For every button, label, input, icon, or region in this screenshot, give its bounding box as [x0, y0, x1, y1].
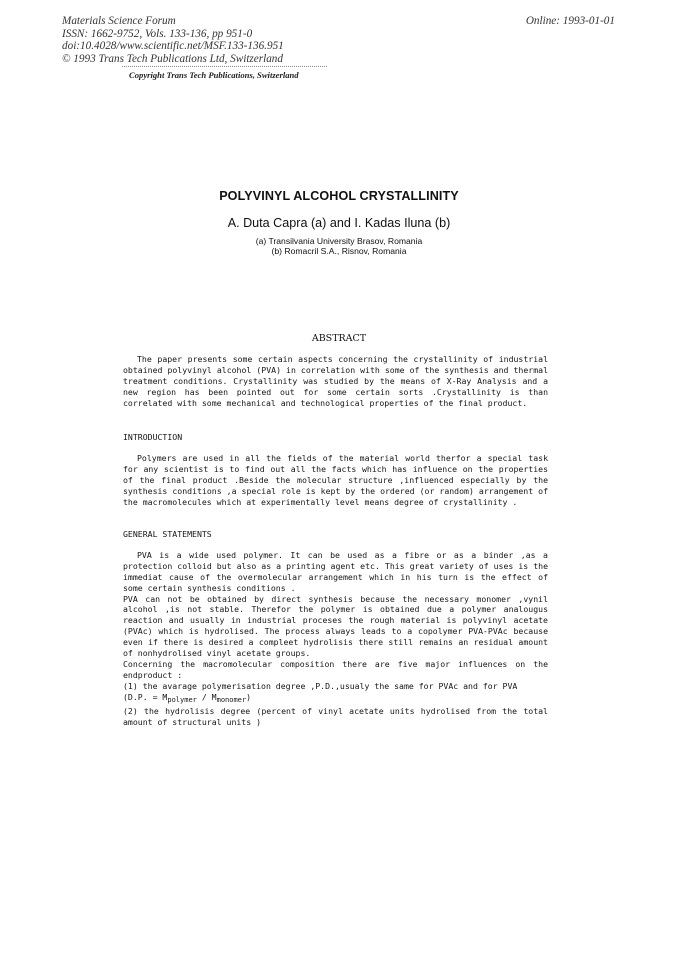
journal-name: Materials Science Forum — [62, 15, 176, 27]
abstract-section — [123, 354, 548, 409]
formula-sub-monomer: monomer — [216, 695, 247, 704]
header-divider — [122, 66, 327, 67]
paper-title: POLYVINYL ALCOHOL CRYSTALLINITY — [219, 189, 459, 203]
doi-line[interactable]: doi:10.4028/www.scientific.net/MSF.133-136.951 — [62, 40, 284, 53]
general-statements-heading: GENERAL STATEMENTS — [123, 529, 212, 539]
abstract-text: The paper presents some certain aspects concerning the crystallinity of industrial obtained polyvinyl alcohol (PVA) in correlation with some of the synthesis and thermal treatment conditions. Crystallinity was studied by the means of X-Ray Analysis and a new region has been pointed out for some certain sorts .Crystallinity is than correlated with some mechanical and technological properties of the final product. — [123, 354, 548, 408]
online-date: Online: 1993-01-01 — [525, 15, 615, 27]
formula-close: ) — [246, 691, 252, 702]
general-paragraph-3: Concerning the macromolecular composition there are five major influences on the endproduct : — [123, 658, 548, 680]
issn-line: ISSN: 1662-9752, Vols. 133-136, pp 951-0 — [62, 27, 253, 40]
general-statements-section — [123, 529, 548, 727]
list-item-2: (2) the hydrolisis degree (percent of vinyl acetate units hydrolised from the total amount of structural units ) — [123, 705, 548, 727]
journal-header — [62, 15, 284, 65]
general-paragraph-2: PVA can not be obtained by direct synthesis because the necessary monomer ,vynil alcohol ,is not stable. Therefor the polymer is obtained due a polymer analougus reaction and usually in industrial proceses the rough material is polyvinyl acetate (PVAc) which is hydrolised. The process always leads to a copolymer PVA-PVAc because even if there is desired a compleet hydrolisis there still remains an residual amount of nonhydrolised vinyl acetate groups. — [123, 593, 548, 659]
formula-slash: / M — [196, 691, 217, 702]
abstract-heading: ABSTRACT — [311, 333, 367, 344]
introduction-heading: INTRODUCTION — [123, 432, 183, 442]
general-paragraph-1: PVA is a wide used polymer. It can be used as a fibre or as a binder ,as a protection colloid but also as a printing agent etc. This great variety of uses is the immediat cause of the overmolecular arrangement which in his turn is the effect of some certain synthesis conditions . — [123, 549, 548, 593]
publisher-copyright: © 1993 Trans Tech Publications Ltd, Switzerland — [62, 52, 283, 65]
list-item-1: (1) the avarage polymerisation degree ,P.D.,usualy the same for PVAc and for PVA — [123, 680, 518, 691]
author-list: A. Duta Capra (a) and I. Kadas Iluna (b) — [227, 216, 451, 230]
formula-open: (D.P. = M — [123, 691, 168, 702]
introduction-section — [123, 432, 548, 507]
affiliation-b: (b) Romacril S.A., Risnov, Romania — [271, 246, 407, 256]
formula-sub-polymer: polymer — [167, 695, 197, 704]
dp-formula — [123, 692, 548, 706]
copyright-notice: Copyright Trans Tech Publications, Switzerland — [129, 70, 299, 80]
affiliation-a: (a) Transilvania University Brasov, Romania — [255, 236, 423, 246]
introduction-text: Polymers are used in all the fields of the material world therfor a special task for any scientist is to find out all the facts which has influence on the properties of the final product .Beside the molecular structure ,influenced especially by the synthesis conditions ,a special role is kept by the ordered (or random) arrangement of the macromolecules which at experimentally level means degree of crystallinity . — [123, 452, 548, 507]
